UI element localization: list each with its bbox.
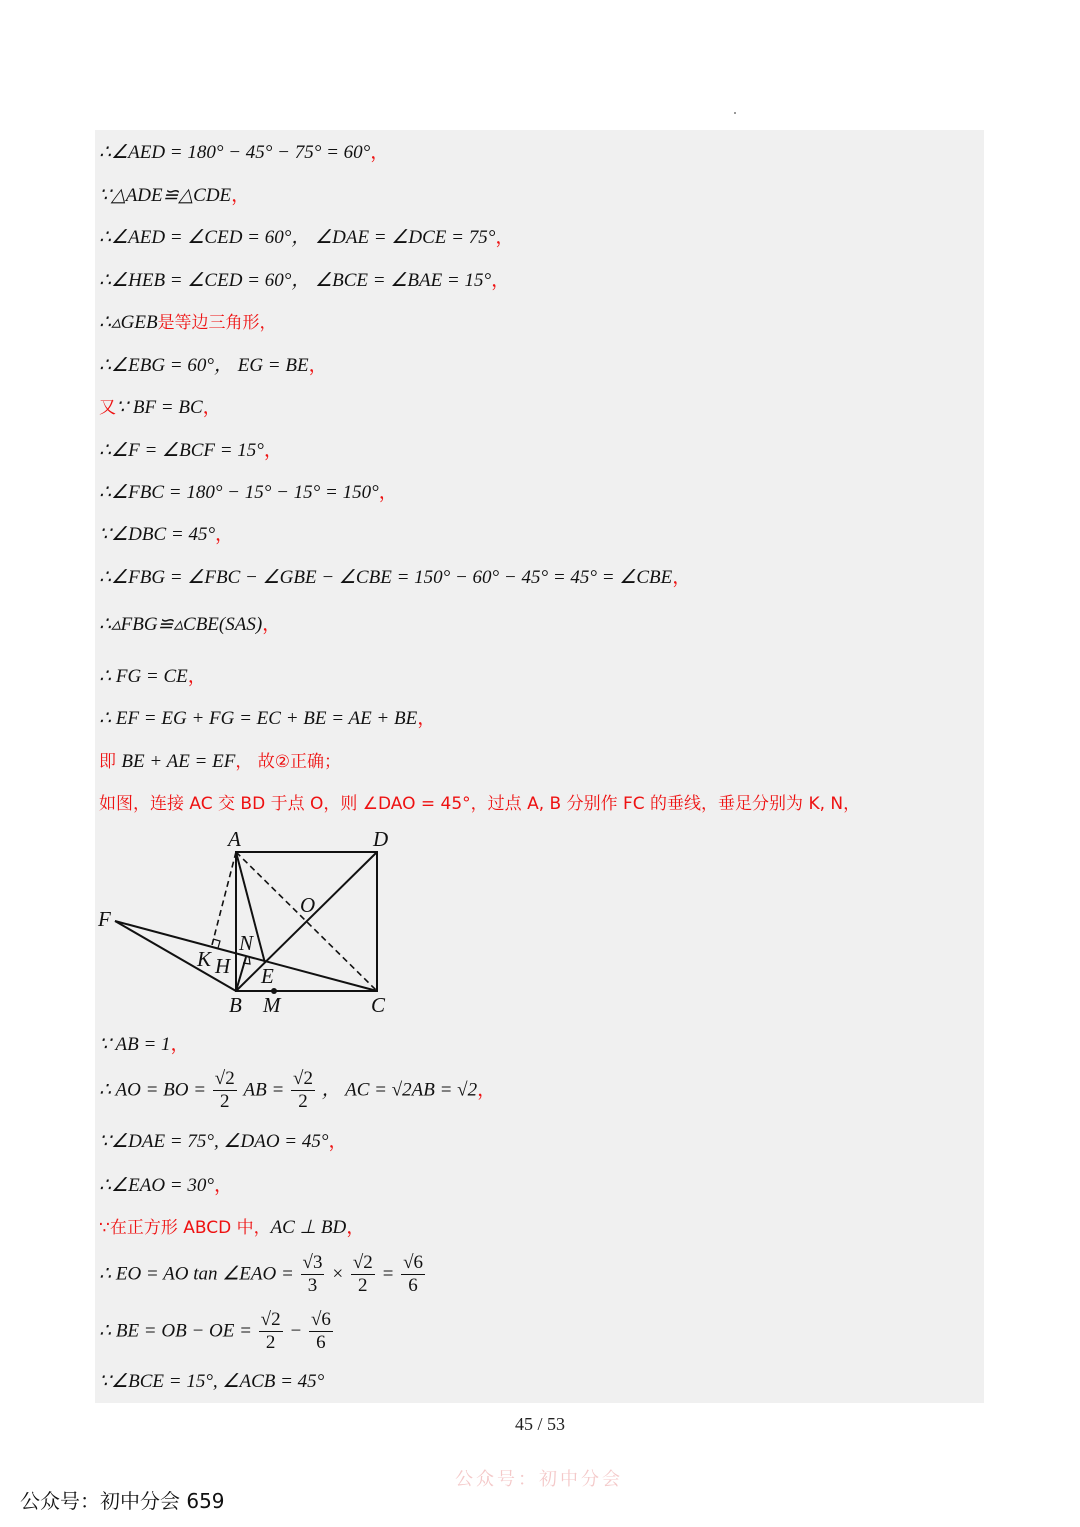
fraction: $\frac{√2}{2}$ — [352, 1252, 373, 1296]
fraction: $\frac{√2}{2}$ — [260, 1309, 281, 1353]
calc-line-4: ∴∠EAO = 30°， — [99, 1175, 233, 1196]
solution-line-3: ∴∠AED = ∠CED = 60°， ∠DAE = ∠DCE = 75°， — [99, 227, 515, 248]
calc-line-1: ∵ AB = 1， — [99, 1034, 190, 1055]
fraction: $\frac{√2}{2}$ — [293, 1068, 313, 1112]
label-h: H — [215, 954, 231, 978]
calc-line-3: ∵∠DAE = 75°, ∠DAO = 45°， — [99, 1131, 348, 1152]
footer-text: 公众号：初中分会 659 — [20, 1489, 225, 1513]
solution-line-15: 即 BE + AE = EF， 故②正确； — [99, 751, 341, 772]
calc-line-7: ∴ BE = OB − OE = $\frac{√2}{2}$ − $\frac{√6}{6}$ — [99, 1309, 331, 1353]
solution-line-2: ∵△ADE≌△CDE， — [99, 185, 251, 206]
label-d: D — [373, 827, 389, 851]
solution-line-10: ∵∠DBC = 45°， — [99, 524, 235, 545]
solution-line-8: ∴∠F = ∠BCF = 15°， — [99, 440, 283, 461]
calc-line-8: ∵∠BCE = 15°, ∠ACB = 45° — [99, 1371, 325, 1392]
calc-line-2: ∴ AO = BO = $\frac{√2}{2}$ AB = $\frac{√2}{2}$ ， AC = √2AB = √2， — [99, 1068, 497, 1112]
watermark: 公众号：初中分会 — [455, 1469, 623, 1490]
diagonal-bd — [236, 852, 377, 991]
label-e: E — [261, 964, 274, 988]
label-k: K — [197, 947, 212, 971]
fraction: $\frac{√2}{2}$ — [214, 1068, 235, 1112]
label-o: O — [300, 893, 316, 917]
solution-line-12: ∴▵FBG≌▵CBE(SAS)， — [99, 614, 282, 635]
stray-dot — [734, 112, 736, 114]
fraction: $\frac{√6}{6}$ — [403, 1252, 424, 1296]
label-n: N — [239, 931, 254, 955]
label-b: B — [229, 993, 242, 1017]
solution-line-7: 又∵ BF = BC， — [99, 397, 222, 418]
page-number: 45 / 53 — [514, 1414, 565, 1434]
calc-line-6: ∴ EO = AO tan ∠EAO = $\frac{√3}{3}$ × $\frac{√2}{2}$ = $\frac{√6}{6}$ — [99, 1252, 424, 1296]
geometry-figure — [95, 825, 405, 1020]
fraction: $\frac{√3}{3}$ — [302, 1252, 323, 1296]
solution-line-14: ∴ EF = EG + FG = EC + BE = AE + BE， — [99, 708, 437, 729]
perpendicular-ak-dashed — [212, 852, 236, 945]
fraction: $\frac{√6}{6}$ — [310, 1309, 331, 1353]
label-a: A — [228, 827, 241, 851]
solution-line-13: ∴ FG = CE， — [99, 666, 207, 687]
solution-line-11: ∴∠FBG = ∠FBC − ∠GBE − ∠CBE = 150° − 60° − 45° = 45° = ∠CBE， — [99, 567, 692, 588]
solution-line-5: ∴▵GEB是等边三角形， — [99, 312, 277, 333]
solution-line-6: ∴∠EBG = 60°， EG = BE， — [99, 355, 328, 376]
solution-line-4: ∴∠HEB = ∠CED = 60°， ∠BCE = ∠BAE = 15°， — [99, 270, 511, 291]
solution-line-16: 如图，连接 AC 交 BD 于点 O，则 ∠DAO = 45°，过点 A, B 分别作 FC 的垂线，垂足分别为 K, N， — [99, 794, 861, 814]
solution-line-9: ∴∠FBC = 180° − 15° − 15° = 150°， — [99, 482, 398, 503]
calc-line-5: ∵在正方形 ABCD 中，AC ⊥ BD， — [99, 1217, 366, 1238]
label-m: M — [263, 993, 281, 1017]
solution-line-1: ∴∠AED = 180° − 45° − 75° = 60°， — [99, 142, 390, 163]
label-f: F — [98, 907, 111, 931]
label-c: C — [371, 993, 386, 1017]
